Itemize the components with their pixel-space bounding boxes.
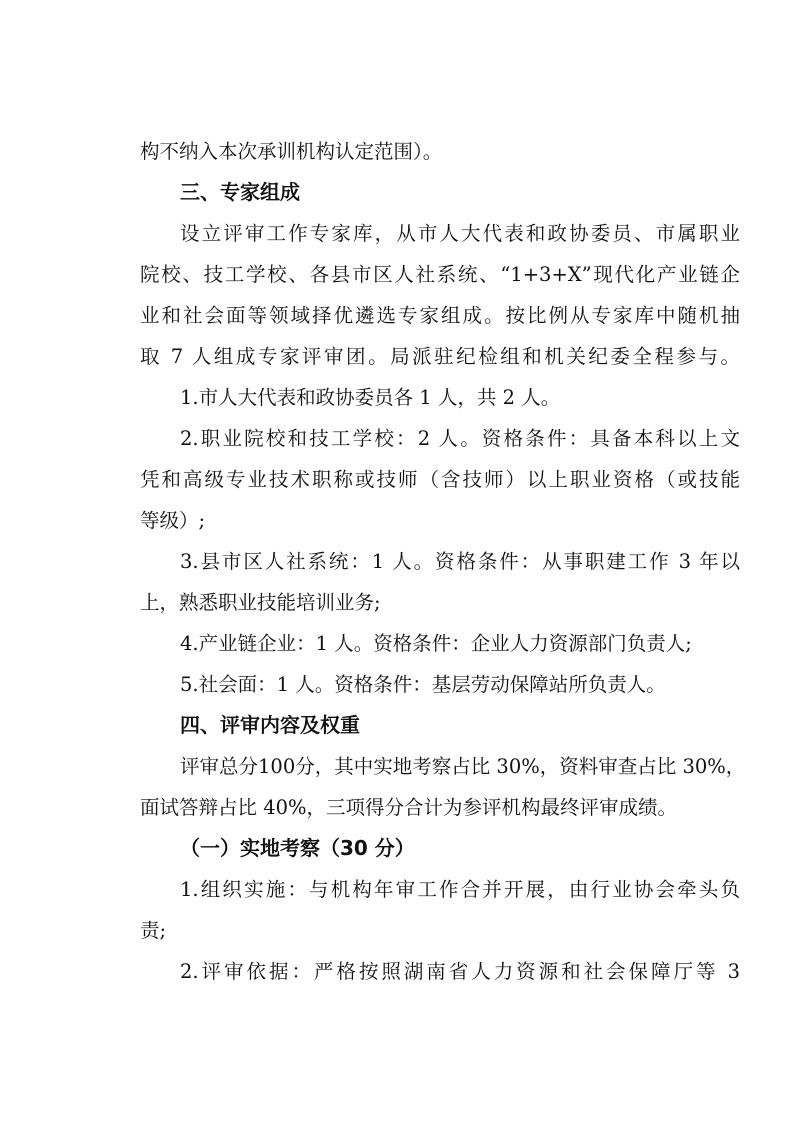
list-item-2-cont-2: 等级）; — [140, 509, 206, 532]
text-line-4: 院校、技工学校、各县市区人社系统、“1+3+X”现代化产业链企 — [140, 263, 740, 286]
site-visit-item-1: 1.组织实施：与机构年审工作合并开展，由行业协会牵头负 — [180, 878, 740, 901]
subsection-heading-site-visit: （一）实地考察（30 分） — [180, 836, 415, 860]
text-line-17: 面试答辩占比 40%，三项得分合计为参评机构最终评审成绩。 — [140, 796, 678, 819]
text-line-3: 设立评审工作专家库，从市人大代表和政协委员、市属职业 — [180, 222, 740, 245]
list-item-1: 1.市人大代表和政协委员各 1 人，共 2 人。 — [180, 386, 561, 409]
list-item-5: 5.社会面：1 人。资格条件：基层劳动保障站所负责人。 — [180, 673, 666, 696]
section-heading-experts: 三、专家组成 — [180, 180, 300, 204]
section-heading-weights: 四、评审内容及权重 — [180, 713, 360, 737]
site-visit-item-1-cont: 责; — [140, 919, 167, 942]
list-item-2: 2.职业院校和技工学校：2 人。资格条件：具备本科以上文 — [180, 427, 740, 450]
text-line-16: 评审总分100分，其中实地考察占比 30%，资料审查占比 30%， — [180, 755, 746, 778]
list-item-3-cont: 上，熟悉职业技能培训业务; — [140, 591, 381, 614]
list-item-4: 4.产业链企业：1 人。资格条件：企业人力资源部门负责人; — [180, 632, 692, 655]
text-line-1: 构不纳入本次承训机构认定范围）。 — [140, 140, 443, 163]
document-body — [140, 131, 746, 992]
text-line-5: 业和社会面等领域择优遴选专家组成。按比例从专家库中随机抽 — [140, 304, 740, 327]
list-item-2-cont-1: 凭和高级专业技术职称或技师（含技师）以上职业资格（或技能 — [140, 468, 740, 491]
site-visit-item-2: 2.评审依据：严格按照湖南省人力资源和社会保障厅等 3 — [180, 960, 740, 983]
text-line-6: 取 7 人组成专家评审团。局派驻纪检组和机关纪委全程参与。 — [140, 345, 740, 368]
list-item-3: 3.县市区人社系统：1 人。资格条件：从事职建工作 3 年以 — [180, 550, 740, 573]
